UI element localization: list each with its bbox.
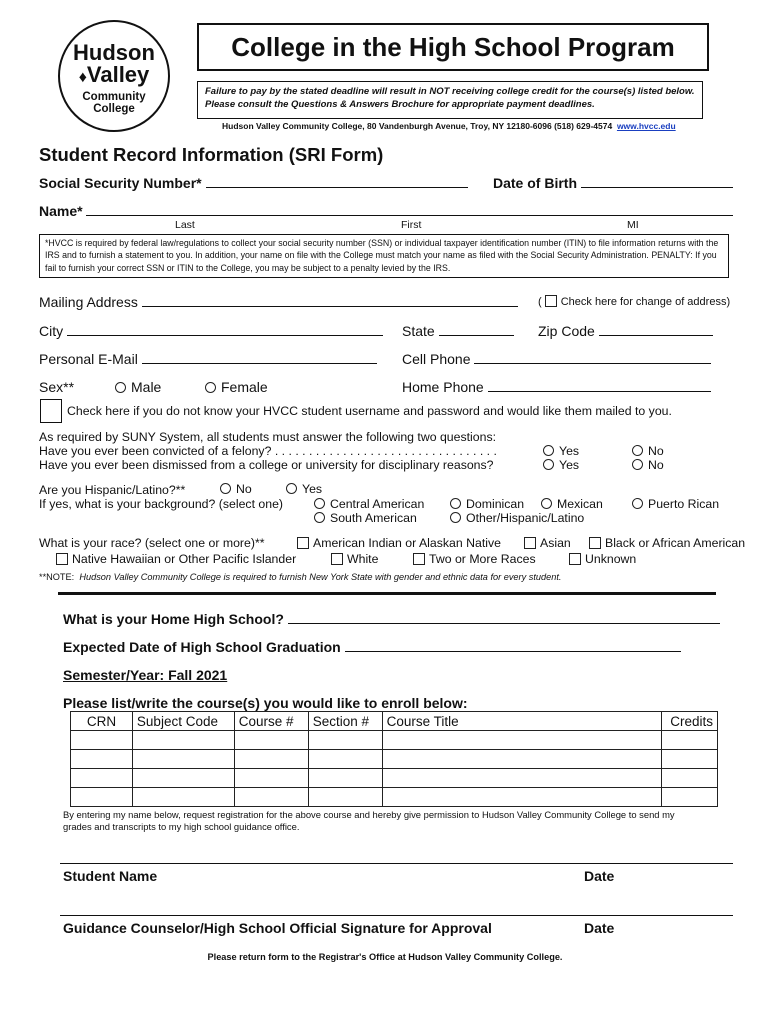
table-header-row xyxy=(71,712,718,731)
graduation-date-field[interactable]: Expected Date of High School Graduation xyxy=(63,639,681,655)
radio-icon[interactable] xyxy=(220,483,231,494)
radio-icon[interactable] xyxy=(450,512,461,523)
hispanic-question: Are you Hispanic/Latino?** xyxy=(39,483,186,497)
state-field[interactable]: State xyxy=(402,323,514,339)
bg-other-radio[interactable]: Other/Hispanic/Latino xyxy=(450,511,584,525)
race-two-checkbox[interactable]: Two or More Races xyxy=(413,552,536,566)
radio-icon[interactable] xyxy=(205,382,216,393)
ssn-notice: *HVCC is required by federal law/regulations to collect your social security number (SSN) or individual taxpayer identification number (ITIN) to file information returns with the IRS and to furnish a statement to you. In addition, your name on file with the College must match your name as filed with the Social Security Administration. PENALTY: If you fail to furnish your correct SSN or ITIN to the College, you may be subject to a penalty levied by the IRS. xyxy=(39,234,729,278)
checkbox-icon[interactable] xyxy=(569,553,581,565)
sex-female-radio[interactable]: Female xyxy=(205,379,268,395)
email-field[interactable]: Personal E-Mail xyxy=(39,351,377,367)
address-change-checkbox[interactable]: ( Check here for change of address) xyxy=(538,296,731,308)
logo-community: Community xyxy=(82,91,146,103)
bg-dominican-radio[interactable]: Dominican xyxy=(450,497,524,511)
radio-icon[interactable] xyxy=(314,498,325,509)
dismissed-no-radio[interactable]: No xyxy=(632,458,664,472)
radio-icon[interactable] xyxy=(543,445,554,456)
payment-warning: Failure to pay by the stated deadline will result in NOT receiving college credit for the course(s) listed below. Please consult the Questions & Answers Brochure for appropriate payment deadlines. xyxy=(197,81,703,119)
course-prompt: Please list/write the course(s) you would like to enroll below: xyxy=(63,695,468,711)
credentials-check-label: Check here if you do not know your HVCC student username and password and would like them mailed to you. xyxy=(67,404,672,418)
counselor-signature-line[interactable] xyxy=(60,915,733,916)
page-title: College in the High School Program xyxy=(197,23,709,71)
checkbox-icon[interactable] xyxy=(56,553,68,565)
checkbox-icon[interactable] xyxy=(331,553,343,565)
radio-icon[interactable] xyxy=(632,498,643,509)
ssn-field[interactable]: Social Security Number* xyxy=(39,175,468,191)
table-row[interactable] xyxy=(71,788,718,807)
col-section-number: Section # xyxy=(308,712,382,731)
radio-icon[interactable] xyxy=(286,483,297,494)
address-change-box[interactable] xyxy=(545,295,557,307)
bg-puerto-rican-radio[interactable]: Puerto Rican xyxy=(632,497,719,511)
student-name-label: Student Name xyxy=(63,868,158,884)
name-last-caption: Last xyxy=(175,219,195,231)
section-divider xyxy=(58,592,716,595)
dob-field[interactable]: Date of Birth xyxy=(493,175,733,191)
race-question: What is your race? (select one or more)** xyxy=(39,536,265,550)
suny-intro: As required by SUNY System, all students must answer the following two questions: xyxy=(39,430,497,444)
radio-icon[interactable] xyxy=(115,382,126,393)
course-table xyxy=(70,711,718,807)
col-course-title: Course Title xyxy=(382,712,661,731)
data-note: **NOTE: Hudson Valley Community College is required to furnish New York State with gender and ethnic data for every student. xyxy=(39,572,562,582)
table-row[interactable] xyxy=(71,731,718,750)
consent-text: By entering my name below, request registration for the above course and hereby give permission to Hudson Valley Community College to send my grades and transcripts to my high school guidance office. xyxy=(63,809,675,832)
bg-mexican-radio[interactable]: Mexican xyxy=(541,497,603,511)
col-crn: CRN xyxy=(71,712,133,731)
name-first-caption: First xyxy=(401,219,422,231)
mailing-address-field[interactable]: Mailing Address xyxy=(39,294,518,310)
checkbox-icon[interactable] xyxy=(413,553,425,565)
radio-icon[interactable] xyxy=(450,498,461,509)
radio-icon[interactable] xyxy=(314,512,325,523)
hispanic-no-radio[interactable]: No xyxy=(220,482,252,496)
sex-label: Sex** xyxy=(39,379,75,395)
cell-phone-field[interactable]: Cell Phone xyxy=(402,351,711,367)
city-field[interactable]: City xyxy=(39,323,383,339)
dismissed-question: Have you ever been dismissed from a college or university for disciplinary reasons? xyxy=(39,458,494,472)
counselor-date-label: Date xyxy=(584,920,615,936)
race-black-checkbox[interactable]: Black or African American xyxy=(589,536,745,550)
student-date-label: Date xyxy=(584,868,615,884)
logo-college: College xyxy=(93,103,135,115)
table-row[interactable] xyxy=(71,750,718,769)
name-mi-caption: MI xyxy=(627,219,639,231)
col-credits: Credits xyxy=(661,712,717,731)
checkbox-icon[interactable] xyxy=(297,537,309,549)
name-field[interactable]: Name* xyxy=(39,203,733,219)
hvcc-logo xyxy=(58,20,170,132)
radio-icon[interactable] xyxy=(543,459,554,470)
bg-south-radio[interactable]: South American xyxy=(314,511,417,525)
bg-central-radio[interactable]: Central American xyxy=(314,497,424,511)
felony-question: Have you ever been convicted of a felony? . . . . . . . . . . . . . . . . . . . . . . . . . . . . . . . . . xyxy=(39,444,497,458)
hispanic-yes-radio[interactable]: Yes xyxy=(286,482,322,496)
logo-hudson: Hudson xyxy=(73,40,155,65)
table-row[interactable] xyxy=(71,769,718,788)
col-course-number: Course # xyxy=(234,712,308,731)
semester-year: Semester/Year: Fall 2021 xyxy=(63,667,228,683)
race-native-am-checkbox[interactable]: American Indian or Alaskan Native xyxy=(297,536,501,550)
race-hawaiian-checkbox[interactable]: Native Hawaiian or Other Pacific Islander xyxy=(56,552,296,566)
home-phone-field[interactable]: Home Phone xyxy=(402,379,711,395)
credentials-checkbox[interactable] xyxy=(40,399,62,423)
return-note: Please return form to the Registrar's Office at Hudson Valley Community College. xyxy=(207,952,563,962)
college-address: Hudson Valley Community College, 80 Vandenburgh Avenue, Troy, NY 12180-6096 (518) 629-4574 www.hvcc.edu xyxy=(222,121,676,131)
flame-icon: ♦ xyxy=(78,69,87,86)
home-high-school-field[interactable]: What is your Home High School? xyxy=(63,611,720,627)
radio-icon[interactable] xyxy=(632,445,643,456)
race-white-checkbox[interactable]: White xyxy=(331,552,378,566)
website-link[interactable]: www.hvcc.edu xyxy=(616,121,676,131)
col-subject-code: Subject Code xyxy=(132,712,234,731)
checkbox-icon[interactable] xyxy=(524,537,536,549)
radio-icon[interactable] xyxy=(541,498,552,509)
radio-icon[interactable] xyxy=(632,459,643,470)
felony-yes-radio[interactable]: Yes xyxy=(543,444,579,458)
checkbox-icon[interactable] xyxy=(589,537,601,549)
student-signature-line[interactable] xyxy=(60,863,733,864)
sex-male-radio[interactable]: Male xyxy=(115,379,161,395)
race-asian-checkbox[interactable]: Asian xyxy=(524,536,571,550)
dismissed-yes-radio[interactable]: Yes xyxy=(543,458,579,472)
form-heading: Student Record Information (SRI Form) xyxy=(39,144,384,165)
felony-no-radio[interactable]: No xyxy=(632,444,664,458)
counselor-signature-label: Guidance Counselor/High School Official Signature for Approval xyxy=(63,920,492,936)
background-question: If yes, what is your background? (select one) xyxy=(39,497,284,511)
race-unknown-checkbox[interactable]: Unknown xyxy=(569,552,636,566)
logo-valley: ♦Valley xyxy=(78,62,150,87)
zip-field[interactable]: Zip Code xyxy=(538,323,713,339)
